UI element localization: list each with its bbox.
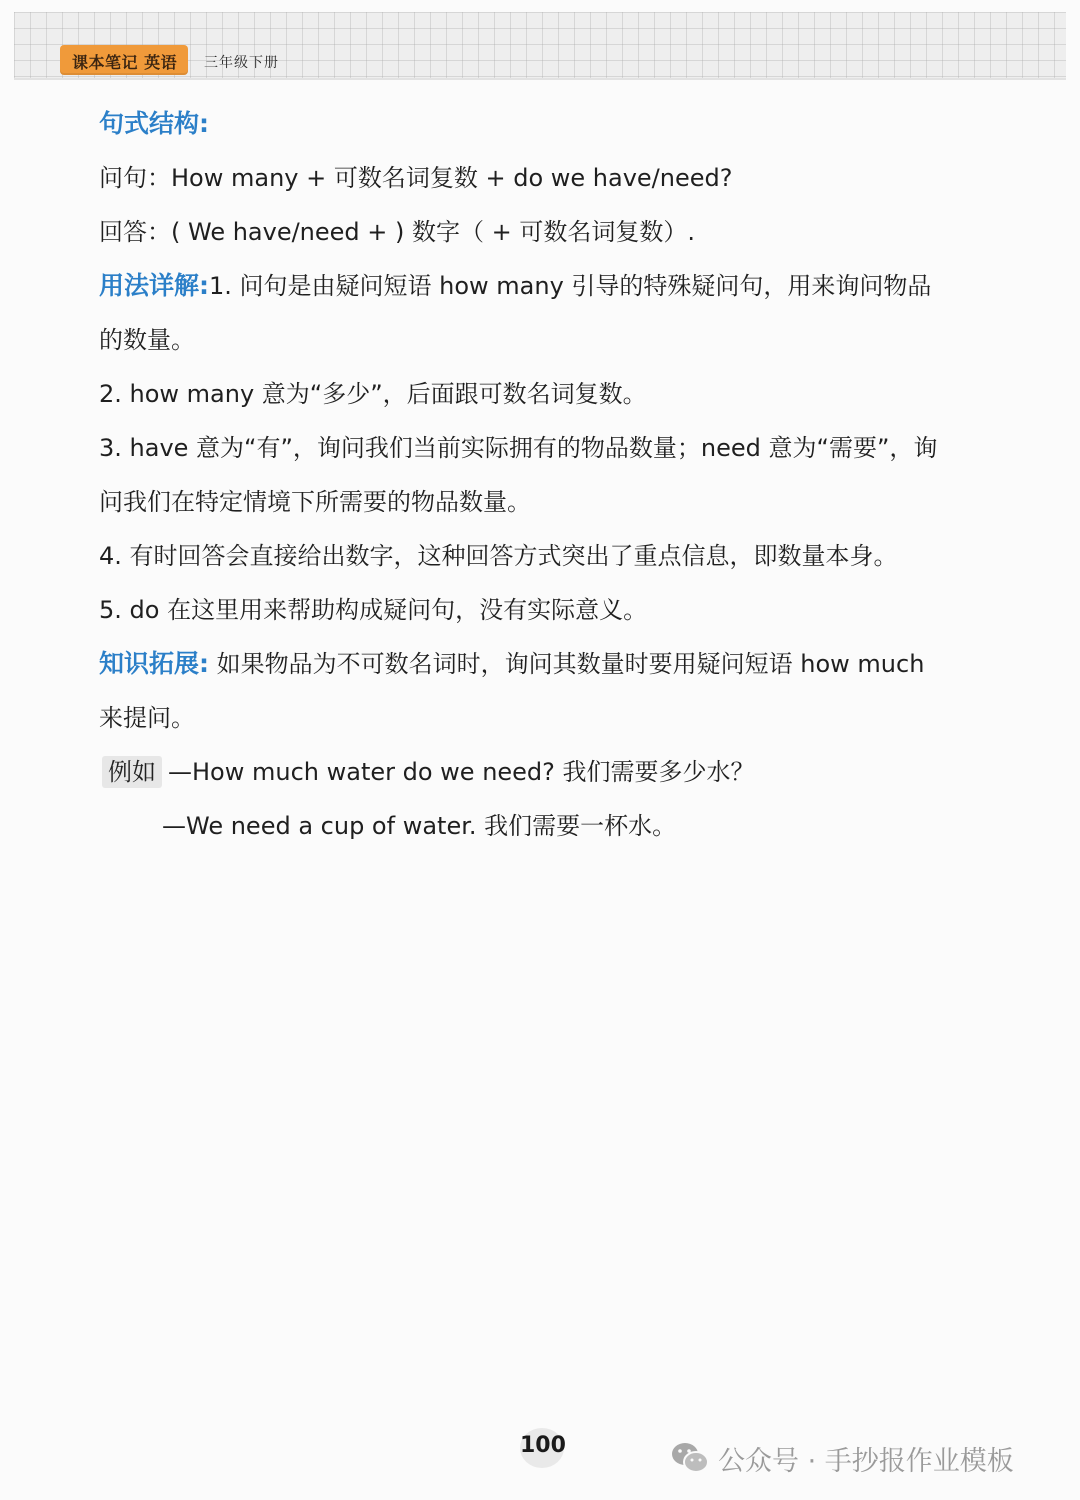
watermark [670, 1438, 1014, 1478]
usage-item-2: 2. how many 意为“多少”，后面跟可数名词复数。 [99, 380, 647, 408]
usage-item-3-continued: 问我们在特定情境下所需要的物品数量。 [99, 488, 531, 516]
watermark-text: 公众号 · 手抄报作业模板 [718, 1445, 1014, 1477]
usage-item-4: 4. 有时回答会直接给出数字，这种回答方式突出了重点信息，即数量本身。 [99, 542, 898, 570]
header-subtitle: 三年级下册 [204, 55, 279, 71]
extend-line [99, 648, 924, 680]
usage-item-5: 5. do 在这里用来帮助构成疑问句，没有实际意义。 [99, 596, 648, 624]
structure-heading-line [99, 108, 209, 140]
example-question: —How much water do we need? 我们需要多少水？ [168, 758, 755, 786]
usage-item-1-continued: 的数量。 [99, 326, 195, 354]
answer-line: 回答：( We have/need + ) 数字（ + 可数名词复数）. [99, 218, 696, 246]
extend-text-continued: 来提问。 [99, 704, 195, 732]
example-question-line [102, 756, 755, 788]
wechat-icon [670, 1440, 710, 1476]
question-line: 问句：How many + 可数名词复数 + do we have/need? [99, 164, 733, 192]
extend-text: 如果物品为不可数名词时，询问其数量时要用疑问短语 how much [209, 650, 925, 678]
example-answer: —We need a cup of water. 我们需要一杯水。 [162, 812, 677, 840]
header-tag: 课本笔记 英语 [72, 53, 178, 72]
usage-item-1: 1. 问句是由疑问短语 how many 引导的特殊疑问句，用来询问物品 [209, 272, 932, 300]
usage-line-1 [99, 270, 931, 302]
page-number: 100 [520, 1433, 566, 1458]
example-label: 例如 [102, 756, 162, 788]
usage-item-3: 3. have 意为“有”，询问我们当前实际拥有的物品数量；need 意为“需要”，询 [99, 434, 938, 462]
usage-heading: 用法详解: [99, 271, 209, 300]
extend-heading: 知识拓展: [99, 649, 209, 678]
structure-heading: 句式结构: [99, 109, 209, 138]
